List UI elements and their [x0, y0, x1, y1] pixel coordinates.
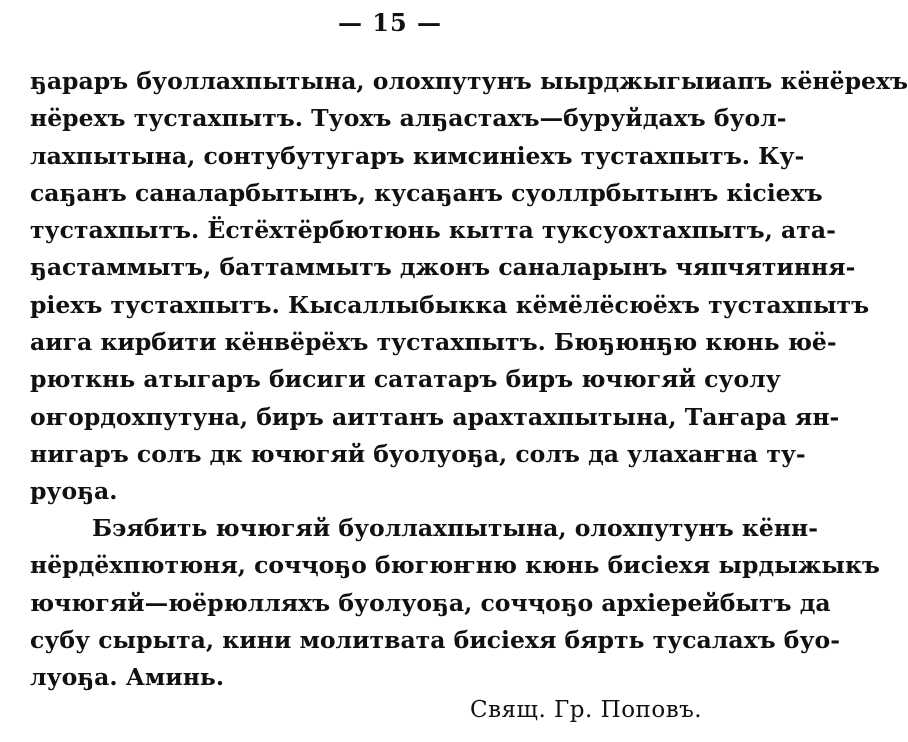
paragraph-1 [30, 63, 908, 511]
text-line: руоҕа. [30, 477, 118, 506]
text-line: рiехъ тустахпытъ. Кысаллыбыкка кёмёлёсюёхъ тустахпытъ [30, 290, 870, 319]
text-line: лахпытына, сонтубутугаръ кимсинiехъ тустахпытъ. Ку- [30, 141, 805, 170]
text-line: оҥордохпутуна, биръ аиттанъ арахтахпытына, Таҥара ян- [30, 402, 840, 431]
text-line: нёрехъ тустахпытъ. Туохъ алҕастахъ—буруйдахъ буол- [30, 104, 787, 133]
text-line: аига кирбити кёнвёрёхъ тустахпытъ. Бюҕюнҕю кюнь юё- [30, 328, 837, 357]
text-line: субу сырыта, кини молитвата бисiехя бярть тусалахъ буо- [30, 625, 840, 654]
text-line: ҕастаммытъ, баттаммытъ джонъ саналарынъ чяпчятиння- [30, 253, 856, 282]
paragraph-2 [30, 510, 880, 696]
page-number: — 15 — [337, 8, 443, 37]
text-line: луоҕа. Аминь. [30, 663, 225, 692]
text-line: нёрдёхпютюня, сочҷоҕо бюгюҥню кюнь бисiехя ырдыжыкъ [30, 551, 880, 580]
text-line: нигаръ солъ дк ючюгяй буолуоҕа, солъ да улахаҥна ту- [30, 439, 806, 468]
signature: Свящ. Гр. Поповъ. [470, 697, 703, 723]
text-line: ючюгяй—юёрюлляхъ буолуоҕа, сочҷоҕо архiерейбытъ да [30, 588, 831, 617]
text-line: рюткнь атыгаръ бисиги сататаръ биръ ючюгяй суолу [30, 365, 781, 394]
text-line: тустахпытъ. Ёстёхтёрбютюнь кытта туксуохтахпытъ, ата- [30, 216, 836, 245]
text-line: Бэябить ючюгяй буоллахпытына, олохпутунъ кённ- [92, 514, 819, 542]
text-line: ҕараръ буоллахпытына, олохпутунъ ыырджыгыиапъ кёнёрехъ [30, 67, 908, 95]
text-line: саҕанъ саналарбытынъ, кусаҕанъ суоллрбытынъ кiсiехъ [30, 178, 823, 207]
